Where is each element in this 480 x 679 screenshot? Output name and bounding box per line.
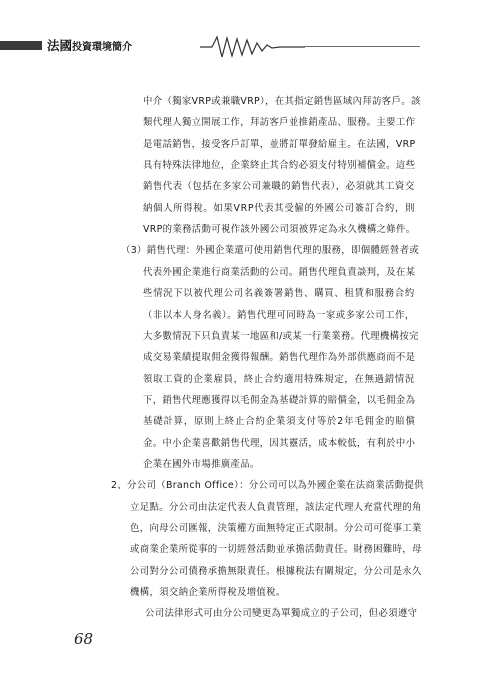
text-line: 類代理人獨立開展工作，拜訪客戶並推銷產品、服務。主要工作 xyxy=(143,117,416,129)
header-title-sub: 投資環境簡介 xyxy=(72,42,133,53)
text-line: 代表外國企業進行商業活動的公司。銷售代理負責談判，及在某 xyxy=(143,266,416,278)
text-line: 納個人所得稅。如果VRP代表其受僱的外國公司簽訂合約，則 xyxy=(143,202,416,214)
text-line: 是電話銷售，接受客戶訂單，並將訂單發給雇主。在法國，VRP xyxy=(143,138,416,150)
header-title-main: 法國 xyxy=(47,38,73,53)
page-number: 68 xyxy=(74,630,94,648)
text-line: 公司法律形式可由分公司變更為單獨成立的子公司，但必須遵守 xyxy=(145,608,418,620)
text-line: 立足點。分公司由法定代表人負責管理，該法定代理人充當代理的角 xyxy=(130,501,422,513)
text-line: 銷售代表（包括在多家公司兼職的銷售代表），必須就其工資交 xyxy=(143,181,415,193)
text-line: 大多數情況下只負責某一地區和/或某一行業業務。代理機構按完 xyxy=(143,330,419,342)
text-line: 色，向母公司匯報，決策權方面無特定正式限制。分公司可從事工業 xyxy=(130,523,422,534)
text-line: 具有特殊法律地位，企業終止其合約必須支付特別補償金。這些 xyxy=(143,160,416,172)
text-line: 機構，須交納企業所得稅及增值稅。 xyxy=(130,587,286,599)
text-line: （3）銷售代理：外國企業還可使用銷售代理的服務，即個體經營者或 xyxy=(121,245,420,257)
text-line: 公司對分公司債務承擔無限責任。根據稅法有關規定，分公司是永久 xyxy=(130,565,422,577)
text-line: 2、分公司（Branch Office）：分公司可以為外國企業在法商業活動提供 xyxy=(111,480,424,492)
text-line: 中介（獨家VRP或兼職VRP），在其指定銷售區域內拜訪客戶。該 xyxy=(143,96,421,107)
text-line: 基礎計算，原則上終止合約企業須支付等於2年毛佣金的賠償 xyxy=(143,416,416,428)
text-line: VRP的業務活動可視作該外國公司須被界定為永久機構之條件。 xyxy=(143,224,416,236)
text-line: （非以本人身名義）。銷售代理可同時為一家或多家公司工作， xyxy=(143,309,415,321)
text-line: 企業在國外市場推廣產品。 xyxy=(143,458,260,470)
text-line: 或商業企業所從事的一切經營活動並承擔活動責任。財務困難時，母 xyxy=(130,544,422,556)
text-line: 領取工資的企業雇員，終止合約適用特殊規定，在無過錯情況 xyxy=(143,373,415,385)
text-line: 些情況下以被代理公司名義簽署銷售、購買、租賃和服務合約 xyxy=(143,288,415,300)
text-line: 成交易業績提取佣金獲得報酬。銷售代理作為外部供應商而不是 xyxy=(143,352,416,364)
text-line: 下，銷售代理應獲得以毛佣金為基礎計算的賠償金，以毛佣金為 xyxy=(143,394,416,406)
text-line: 金。中小企業喜歡銷售代理，因其靈活，成本較低，有利於中小 xyxy=(143,437,416,449)
